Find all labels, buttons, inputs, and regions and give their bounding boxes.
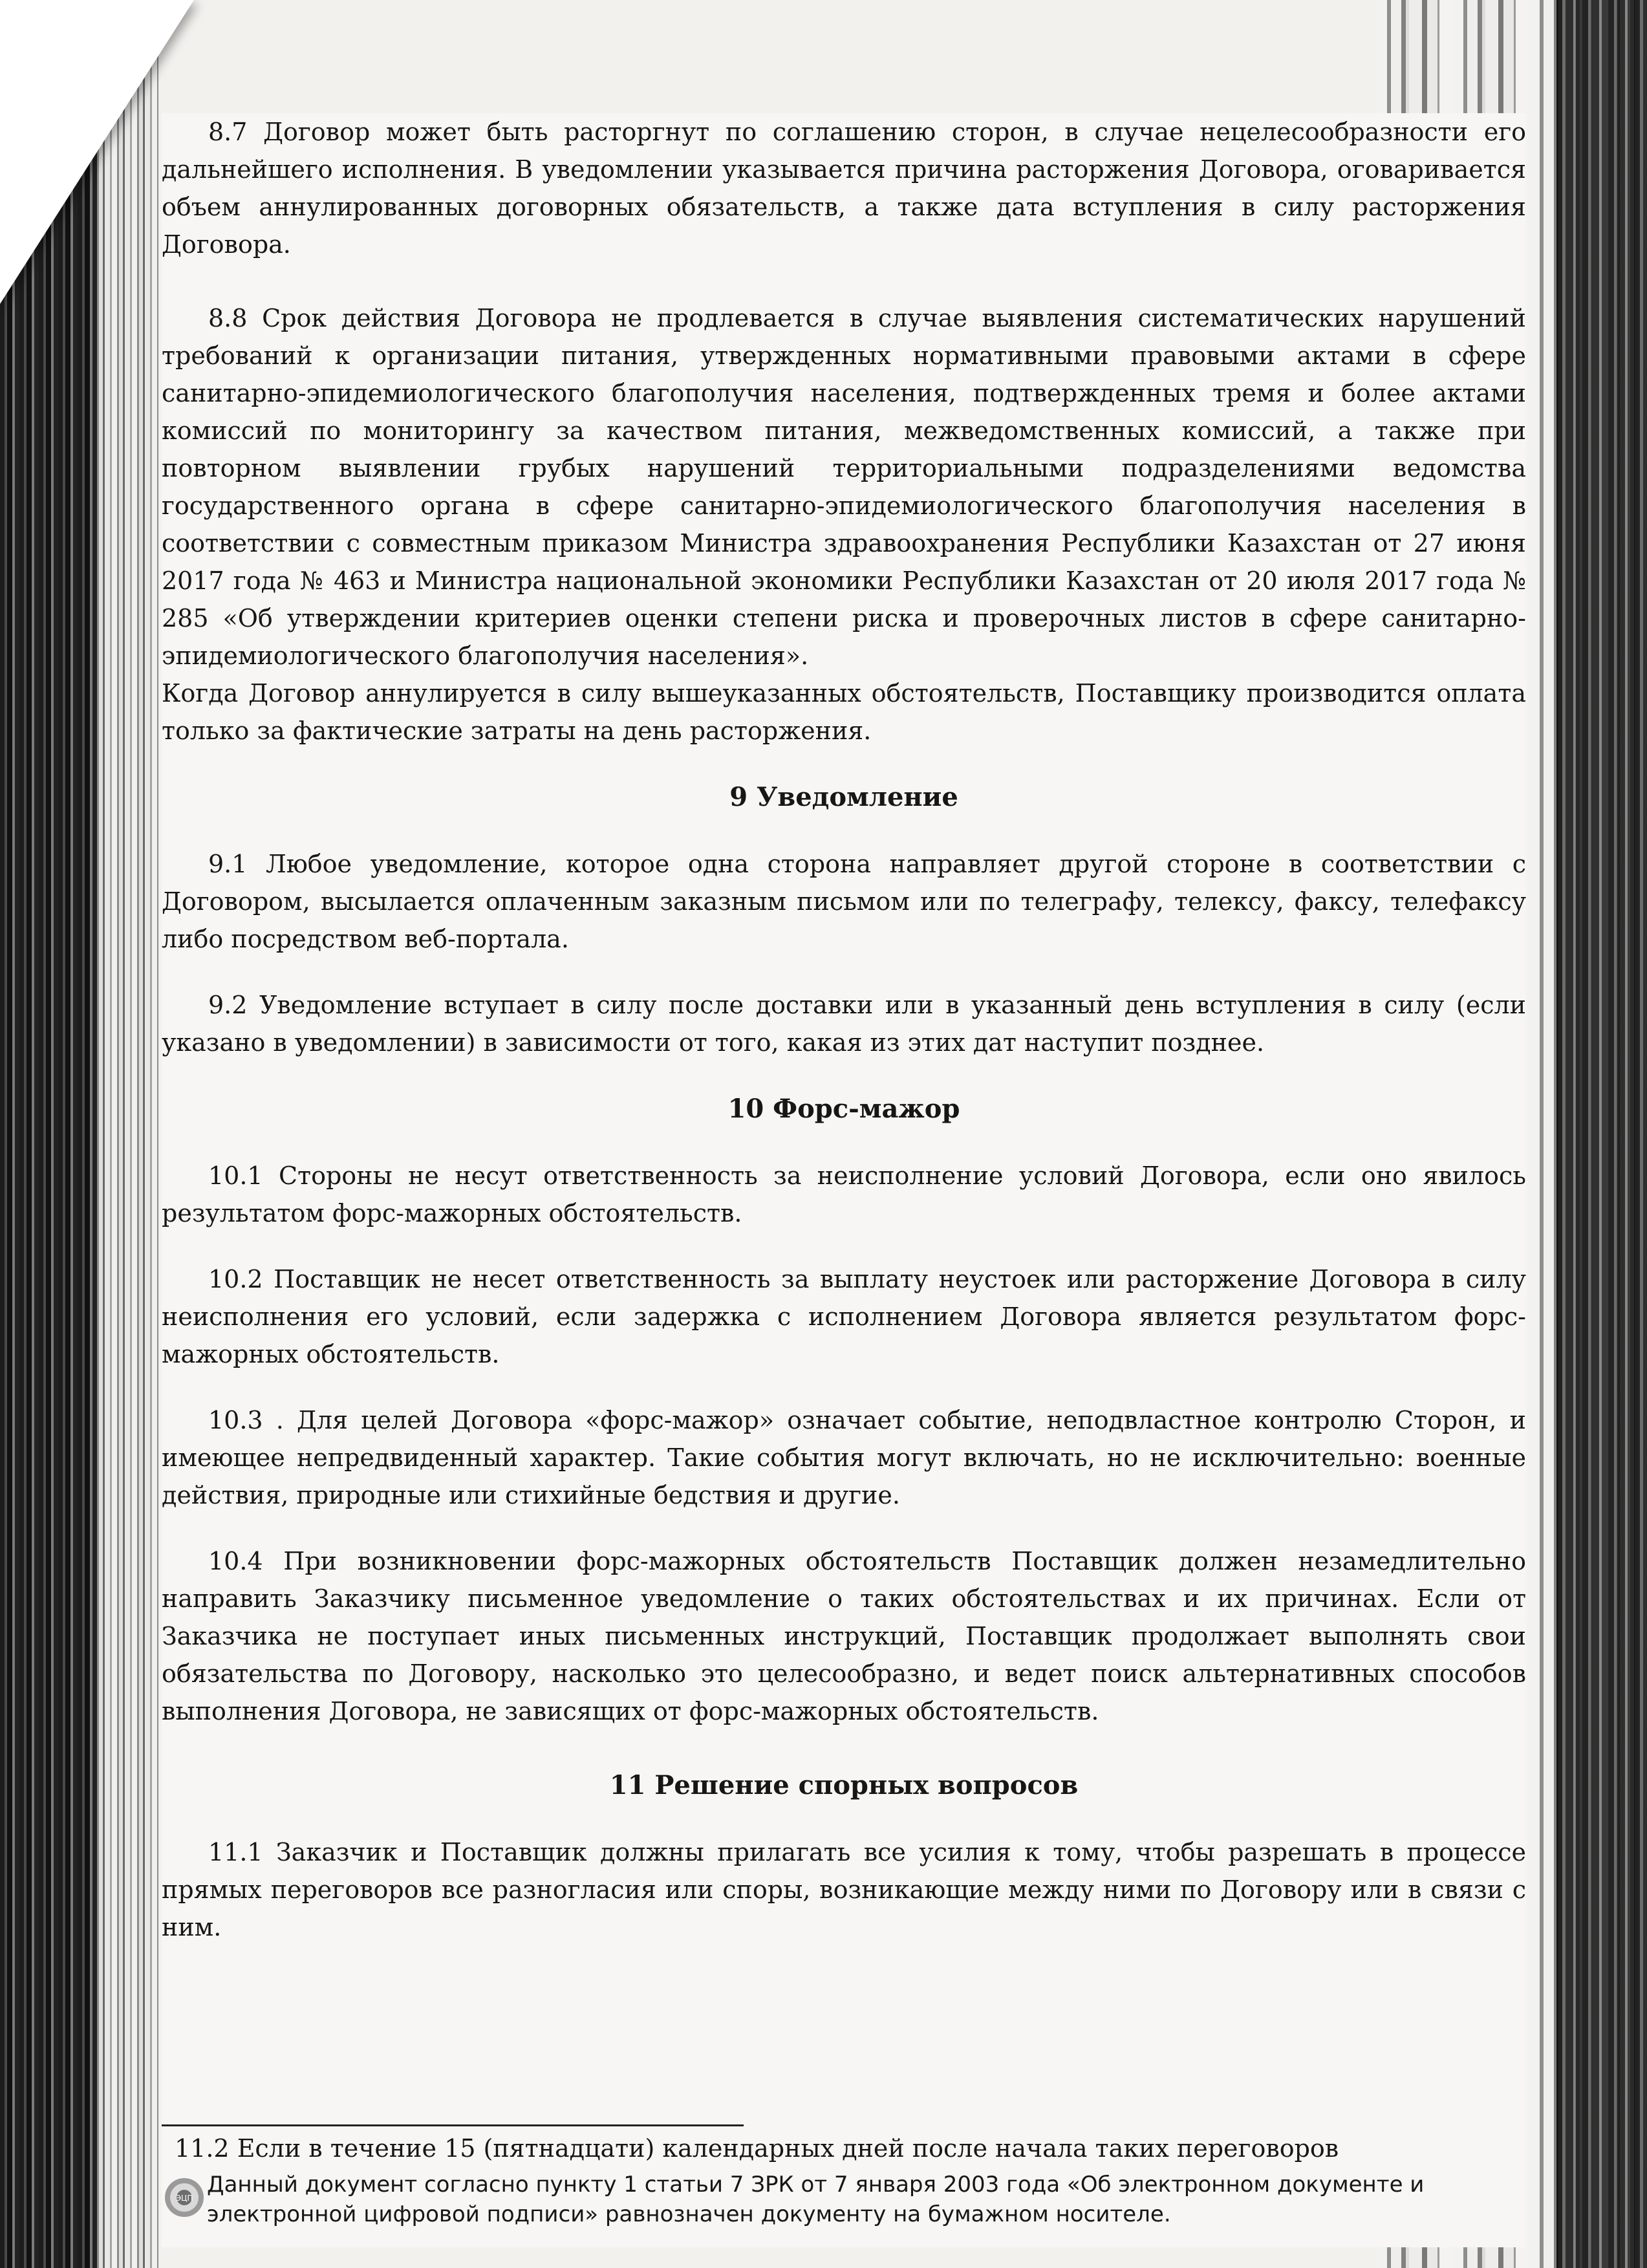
paragraph-9-2: 9.2 Уведомление вступает в силу после доставки или в указанный день вступления в силу (если указано в уведомлении) в зависимости от того, какая из этих дат наступит позднее.	[162, 991, 1526, 1057]
e-signature-notice: Данный документ согласно пункту 1 статьи 7 ЗРК от 7 января 2003 года «Об электронном документе и электронной цифровой подписи» равнозначен документу на бумажном носителе.	[207, 2172, 1425, 2227]
paragraph-8-8: 8.8 Срок действия Договора не продлевается в случае выявления систематических нарушений требований к организации питания, утвержденных нормативными правовыми актами в сфере санитарно-эпидемиологического благополучия населения, подтвержденных тремя и более актами комиссий по мониторингу за качеством питания, межведомственных комиссий, а также при повторном выявлении грубых нарушений территориальными подразделениями ведомства государственного органа в сфере санитарно-эпидемиологического благополучия населения в соответствии с совместным приказом Министра здравоохранения Республики Казахстан от 27 июня 2017 года № 463 и Министра национальной экономики Республики Казахстан от 20 июля 2017 года № 285 «Об утверждении критериев оценки степени риска и проверочных листов в сфере санитарно-эпидемиологического благополучия населения».	[162, 304, 1526, 670]
paragraph-10-1: 10.1 Стороны не несут ответственность за неисполнение условий Договора, если оно явилось результатом форс-мажорных обстоятельств.	[162, 1161, 1526, 1227]
paragraph-10-3: 10.3 . Для целей Договора «форс-мажор» означает событие, неподвластное контролю Сторон, и имеющее непредвиденный характер. Такие события могут включать, но не исключительно: военные действия, природные или стихийные бедствия и другие.	[162, 1406, 1526, 1509]
page-footer	[162, 2124, 1520, 2227]
svg-text:ЭЦП: ЭЦП	[175, 2194, 193, 2203]
e-document-seal-icon	[162, 2175, 207, 2220]
scan-shadow-left	[97, 0, 158, 2268]
paragraph-9-1: 9.1 Любое уведомление, которое одна сторона направляет другой стороне в соответствии с Договором, высылается оплаченным заказным письмом или по телеграфу, телексу, факсу, телефаксу либо посредством веб-портала.	[162, 850, 1526, 953]
heading-section-9: 9 Уведомление	[729, 782, 958, 812]
paragraph-8-7: 8.7 Договор может быть расторгнут по соглашению сторон, в случае нецелесообразности его дальнейшего исполнения. В уведомлении указывается причина расторжения Договора, оговаривается объем аннулированных договорных обязательств, а также дата вступления в силу расторжения Договора.	[162, 118, 1526, 259]
heading-section-11: 11 Решение спорных вопросов	[609, 1770, 1079, 1800]
scan-edge-left	[0, 0, 97, 2268]
paragraph-10-4: 10.4 При возникновении форс-мажорных обстоятельств Поставщик должен незамедлительно направить Заказчику письменное уведомление о таких обстоятельствах и их причинах. Если от Заказчика не поступает иных письменных инструкций, Поставщик продолжает выполнять свои обязательства по Договору, насколько это целесообразно, и ведет поиск альтернативных способов выполнения Договора, не зависящих от форс-мажорных обстоятельств.	[162, 1547, 1526, 1725]
paragraph-10-2: 10.2 Поставщик не несет ответственность за выплату неустоек или расторжение Договора в силу неисполнения его условий, если задержка с исполнением Договора является результатом форс-мажорных обстоятельств.	[162, 1265, 1526, 1368]
footer-divider	[162, 2124, 744, 2126]
document-body	[162, 113, 1526, 1946]
scan-edge-right	[1556, 0, 1647, 2268]
paragraph-11-2: 11.2 Если в течение 15 (пятнадцати) календарных дней после начала таких переговоров	[175, 2134, 1339, 2163]
paragraph-11-1: 11.1 Заказчик и Поставщик должны прилагать все усилия к тому, чтобы разрешать в процессе прямых переговоров все разногласия или споры, возникающие между ними по Договору или в связи с ним.	[162, 1838, 1526, 1941]
paragraph-8-8-continuation: Когда Договор аннулируется в силу вышеуказанных обстоятельств, Поставщику производится оплата только за фактические затраты на день расторжения.	[162, 679, 1526, 745]
document-page	[162, 113, 1526, 2247]
heading-section-10: 10 Форс-мажор	[727, 1094, 960, 1124]
